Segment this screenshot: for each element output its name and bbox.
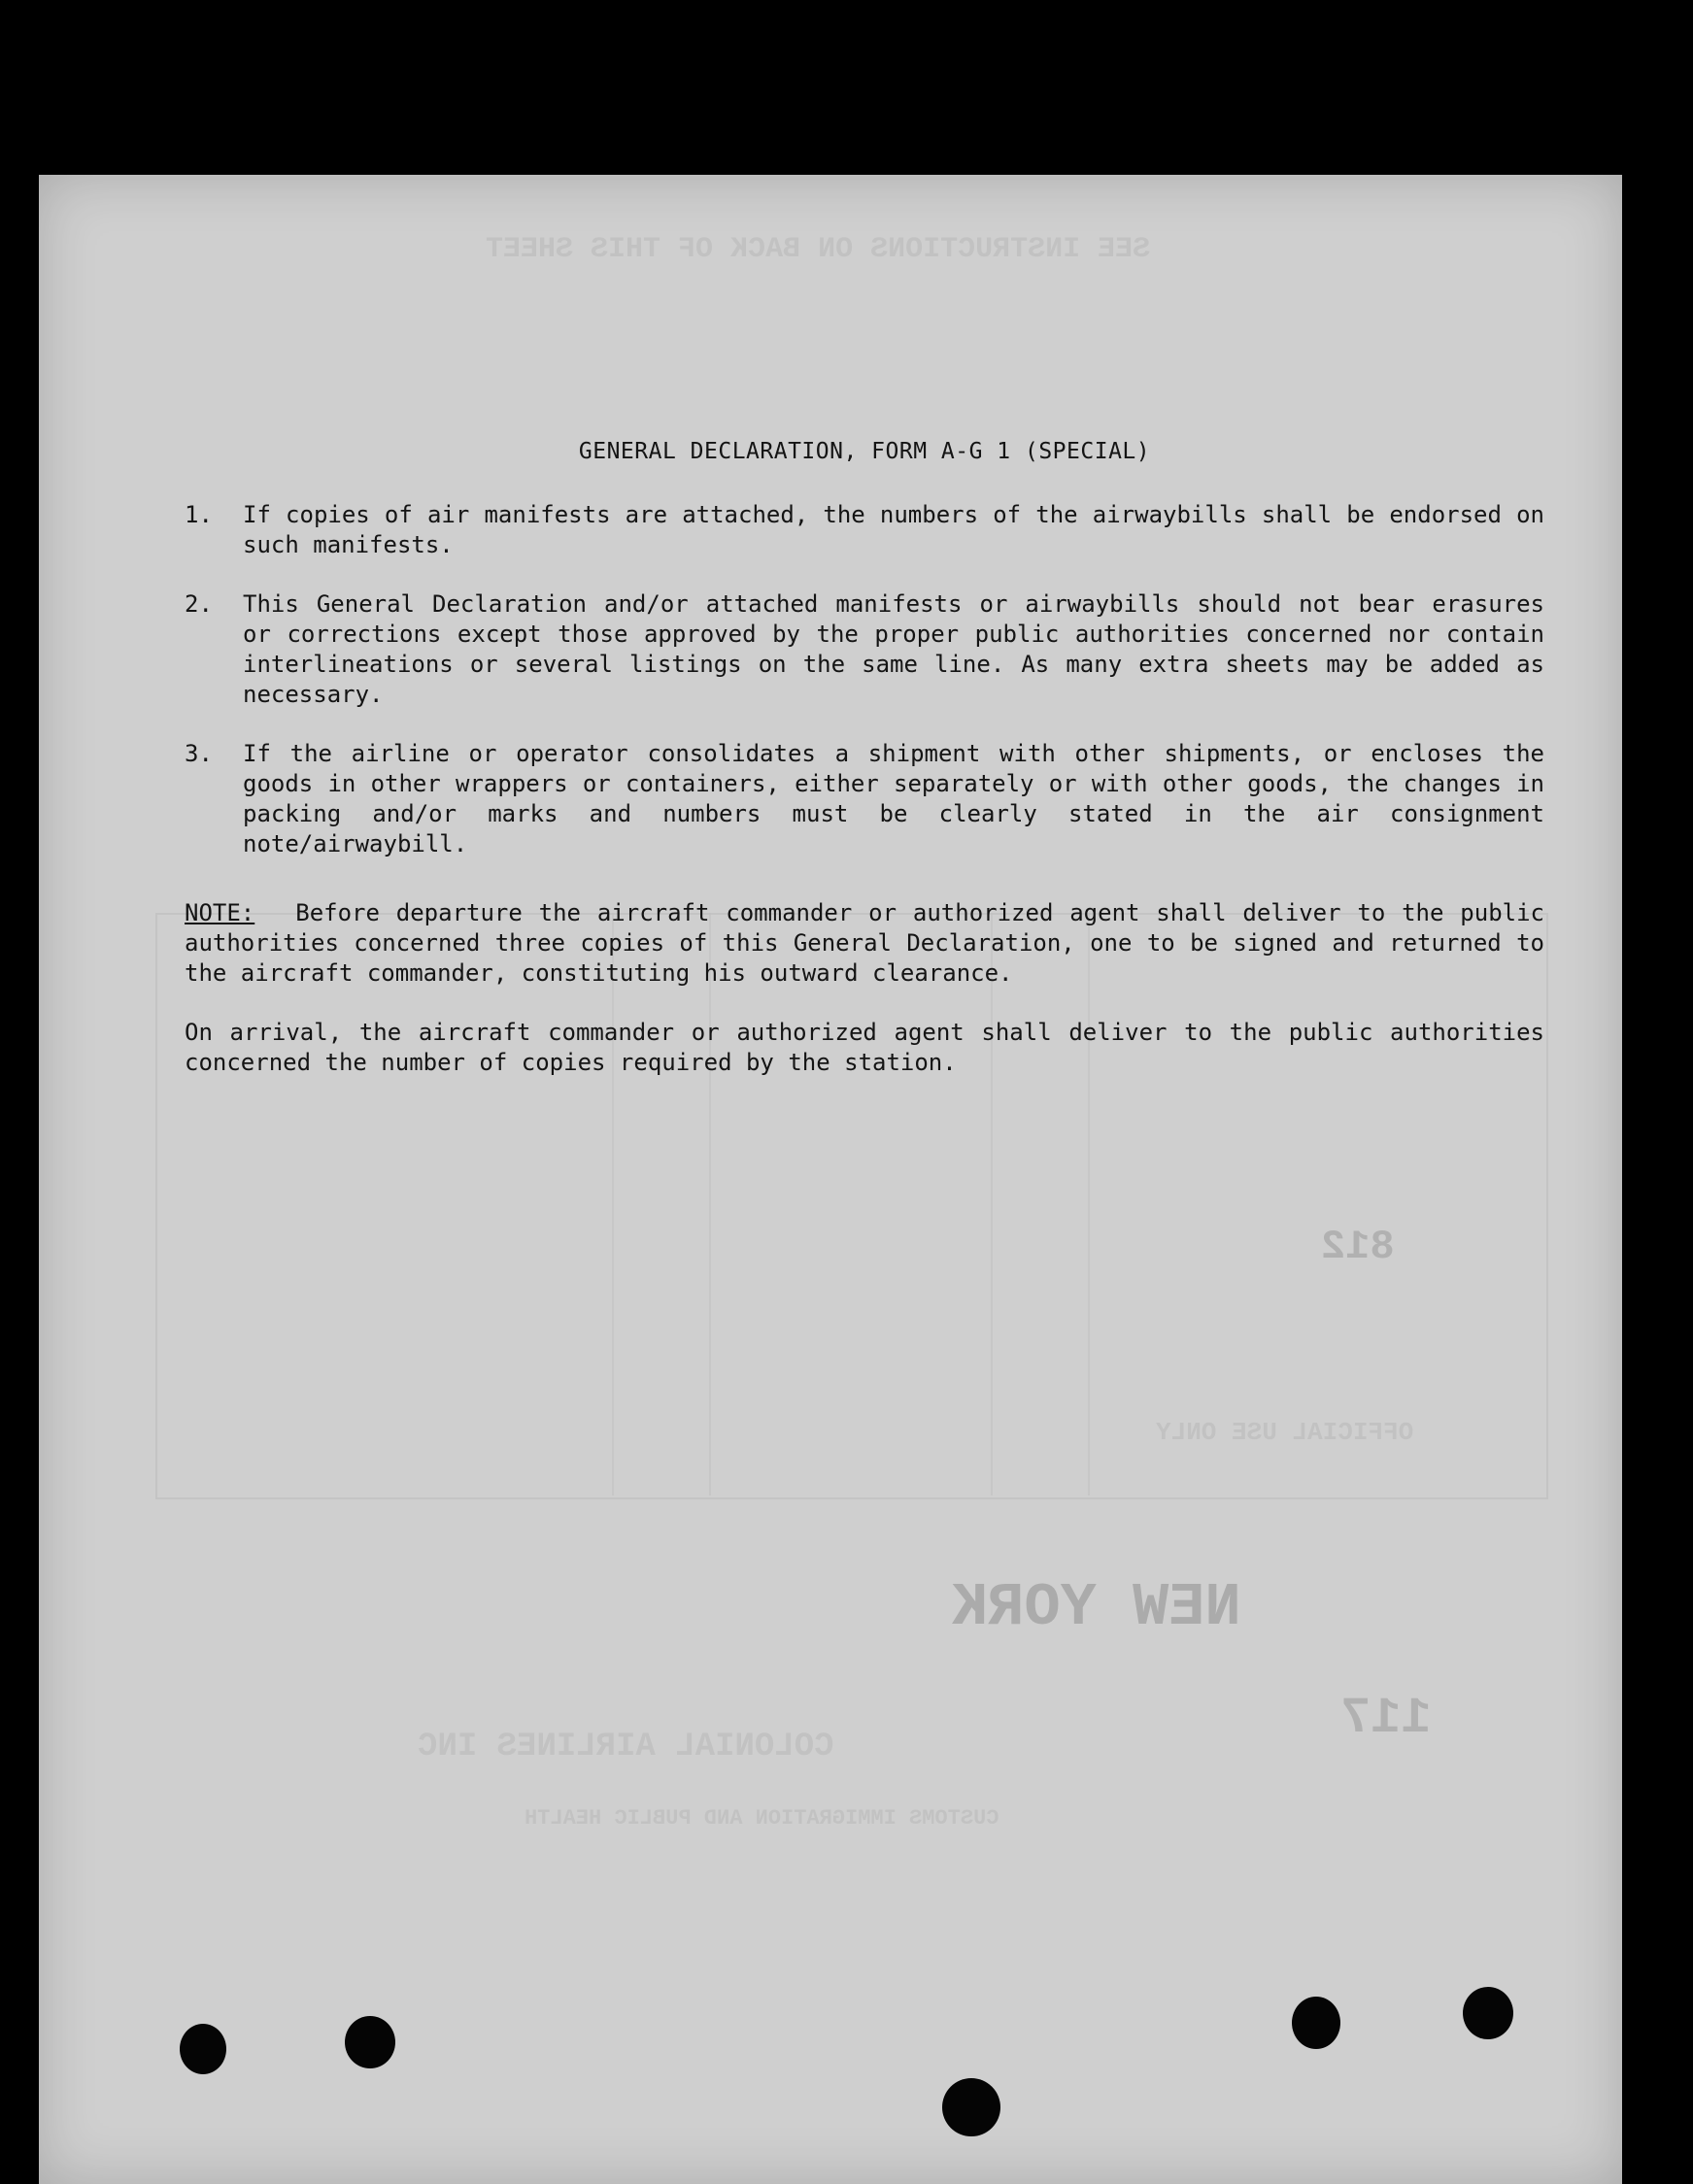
bleed-through-top-line: SEE INSTRUCTIONS ON BACK OF THIS SHEET	[486, 233, 1151, 266]
bleed-through-official-use: OFFICIAL USE ONLY	[1156, 1418, 1414, 1447]
arrival-paragraph: On arrival, the aircraft commander or authorized agent shall deliver to the public authorities concerned the number of copies required by the station.	[185, 1019, 1544, 1076]
instruction-item	[185, 500, 1544, 560]
item-text: If copies of air manifests are attached, the numbers of the airwaybills shall be endorsed on such manifests.	[243, 501, 1544, 558]
note-label: NOTE:	[185, 899, 255, 926]
document-page	[39, 175, 1622, 2184]
punch-hole	[942, 2078, 1000, 2136]
item-number: 2.	[185, 590, 213, 618]
page-title: GENERAL DECLARATION, FORM A-G 1 (SPECIAL)	[578, 439, 1151, 464]
punch-hole	[180, 2024, 226, 2074]
bleed-through-customs: CUSTOMS IMMIGRATION AND PUBLIC HEALTH	[525, 1806, 999, 1831]
bleed-through-number-a: 812	[1321, 1224, 1395, 1270]
item-text: If the airline or operator consolidates a shipment with other shipments, or encloses the goods in other wrappers or containers, either separately or with other goods, the changes in packing and/or marks and numbers must be clearly stated in the air consignment note/airwaybill.	[243, 740, 1544, 857]
note-paragraph	[185, 898, 1544, 989]
declaration-instructions	[185, 437, 1544, 1078]
item-text: This General Declaration and/or attached manifests or airwaybills should not bear erasures or corrections except those approved by the proper public authorities concerned nor contain interlineations or several listings on the same line. As many extra sheets may be added as necessary.	[243, 590, 1544, 708]
bleed-through-stamp-city: NEW YORK	[952, 1573, 1241, 1642]
note-text: Before departure the aircraft commander or authorized agent shall deliver to the public authorities concerned three copies of this General Declaration, one to be signed and returned to the aircraft commander, constituting his outward clearance.	[185, 899, 1544, 987]
instruction-item	[185, 739, 1544, 859]
punch-hole	[1292, 1997, 1340, 2049]
item-number: 1.	[185, 501, 213, 528]
punch-hole	[1463, 1987, 1513, 2039]
bleed-through-number-b: 117	[1340, 1690, 1432, 1747]
punch-hole	[345, 2016, 395, 2068]
instruction-item	[185, 589, 1544, 710]
bleed-through-airline: COLONIAL AIRLINES INC	[418, 1729, 834, 1765]
item-number: 3.	[185, 740, 213, 767]
